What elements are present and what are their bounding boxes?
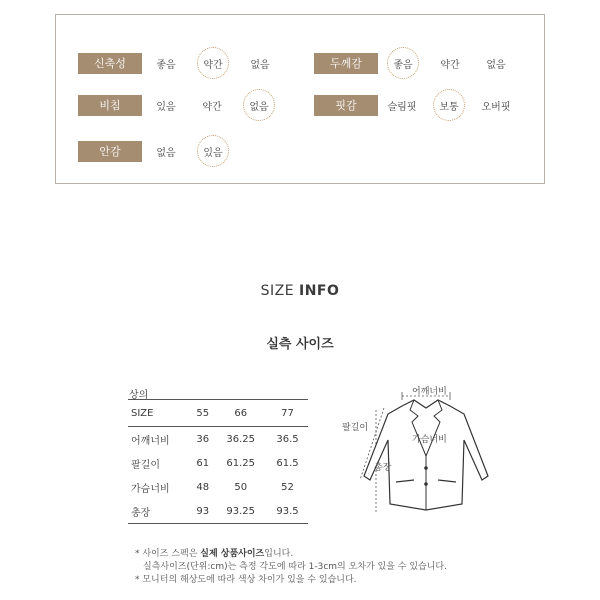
size-info-prefix: SIZE — [260, 283, 295, 299]
option: 없음 — [250, 59, 270, 71]
property-stretch — [78, 47, 282, 79]
note-emphasis: 실제 상품사이즈 — [200, 549, 265, 559]
option-selected: 있음 — [197, 135, 229, 167]
size-info-suffix: INFO — [299, 283, 340, 299]
sleeve-label: 팔길이 — [342, 423, 369, 433]
table-cell: 52 — [281, 481, 294, 493]
table-cell: 36 — [196, 433, 210, 445]
option-selected: 없음 — [243, 89, 275, 121]
table-row — [128, 499, 308, 524]
property-sheerness — [78, 89, 282, 121]
option-selected: 약간 — [197, 47, 229, 79]
table-cell: 36.25 — [226, 433, 256, 445]
property-label: 신축성 — [78, 53, 142, 74]
header-cell: 55 — [191, 400, 214, 427]
table-cell: 93.25 — [214, 499, 267, 524]
property-fit — [314, 89, 518, 121]
length-label: 총장 — [374, 463, 392, 473]
property-label: 안감 — [78, 141, 142, 162]
row-label: 어깨너비 — [131, 435, 170, 447]
jacket-illustration — [340, 380, 510, 520]
option: 오버핏 — [481, 101, 511, 113]
row-label: 팔길이 — [131, 459, 160, 471]
row-label: 총장 — [128, 499, 191, 524]
option: 없음 — [156, 147, 176, 159]
table-cell: 48 — [196, 481, 210, 493]
option: 없음 — [486, 59, 506, 71]
table-cell: 50 — [234, 481, 248, 493]
header-cell: SIZE — [128, 400, 191, 427]
header-cell: 66 — [214, 400, 267, 427]
table-cell: 36.5 — [276, 433, 299, 445]
table-cell: 93 — [191, 499, 214, 524]
note-line-1 — [135, 548, 447, 561]
table-row — [128, 427, 308, 452]
note-line-2: 실측사이즈(단위:cm)는 측정 각도에 따라 1-3cm의 오차가 있을 수 있습니다. — [143, 562, 447, 572]
property-thickness — [314, 47, 518, 79]
measurement-title: 실측 사이즈 — [266, 337, 334, 352]
size-notes — [135, 548, 447, 587]
header-cell: 77 — [267, 400, 308, 427]
option: 좋음 — [156, 59, 176, 71]
table-cell: 61.5 — [276, 457, 299, 469]
property-lining — [78, 135, 236, 167]
table-caption: 상의 — [129, 390, 149, 401]
property-label: 비침 — [78, 95, 142, 116]
property-label: 두께감 — [314, 53, 378, 74]
option: 약간 — [440, 59, 460, 71]
property-label: 핏감 — [314, 95, 378, 116]
size-table — [128, 399, 308, 524]
fabric-properties-panel — [55, 14, 545, 184]
option: 슬림핏 — [387, 101, 417, 113]
table-cell: 61.25 — [226, 457, 256, 469]
option-selected: 좋음 — [387, 47, 419, 79]
row-label: 가슴너비 — [131, 483, 170, 495]
note-text: * 사이즈 스펙은 — [135, 549, 201, 559]
option-selected: 보통 — [433, 89, 465, 121]
table-cell: 61 — [196, 457, 210, 469]
option: 약간 — [202, 101, 222, 113]
table-row — [128, 451, 308, 475]
note-line-3: * 모니터의 해상도에 따라 색상 차이가 있을 수 있습니다. — [135, 575, 357, 585]
option: 있음 — [156, 101, 176, 113]
table-cell: 93.5 — [267, 499, 308, 524]
chest-label: 가슴너비 — [412, 435, 447, 445]
note-text: 입니다. — [264, 549, 294, 559]
shoulder-label: 어깨너비 — [412, 387, 447, 397]
size-info-heading — [0, 283, 600, 299]
table-header-row — [128, 400, 308, 427]
table-row — [128, 475, 308, 499]
jacket-measurement-diagram — [340, 380, 510, 520]
